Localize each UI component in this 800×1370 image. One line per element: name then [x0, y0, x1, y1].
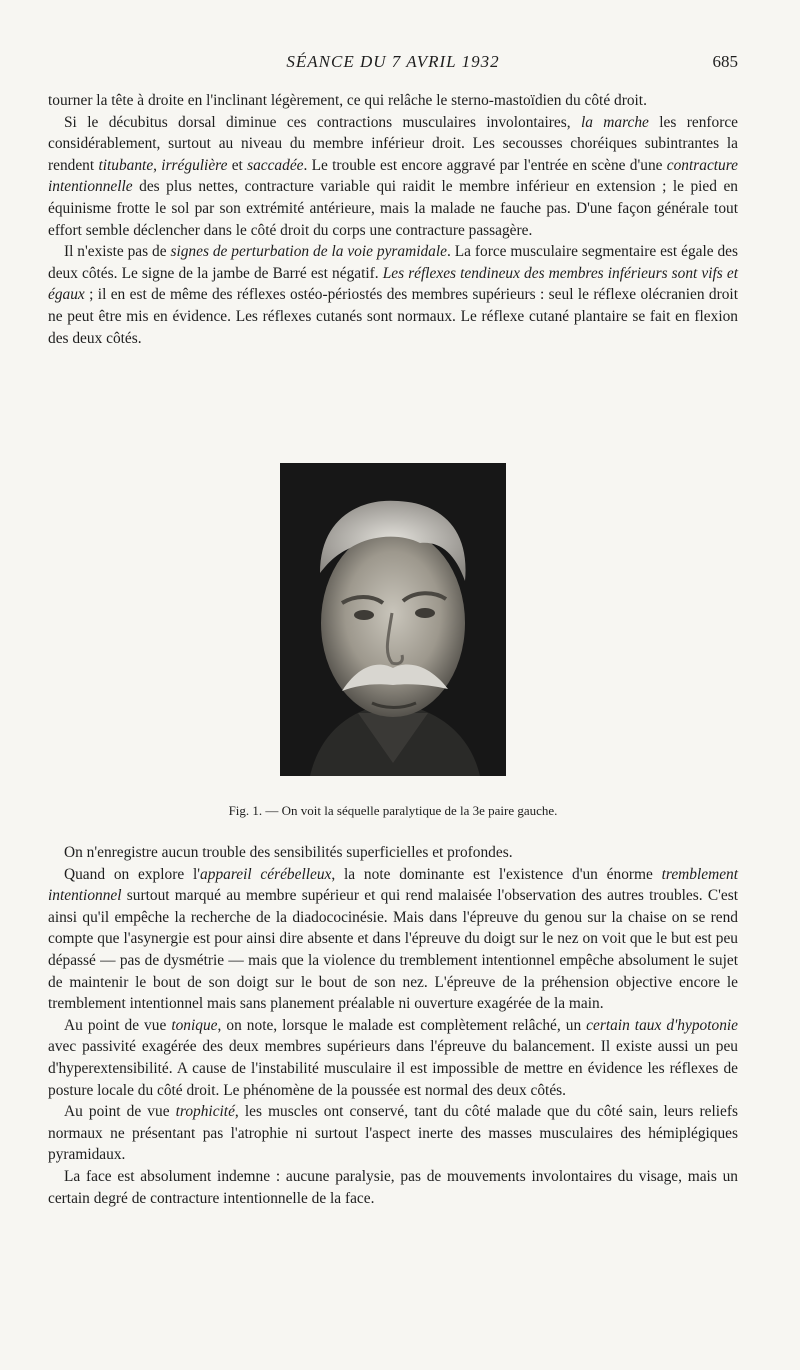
body-text-top: [48, 90, 738, 349]
paragraph-gait: Si le décubitus dorsal diminue ces contractions musculaires involontaires, la marche les renforce considérablement, surtout au niveau du membre inférieur droit. Les secousses choréiques subintrantes la rendent titubante, irrégulière et saccadée. Le trouble est encore aggravé par l'entrée en scène d'une contracture intentionnelle des plus nettes, contracture variable qui raidit le membre inférieur en extension ; le pied en équinisme frotte le sol par son extrémité antérieure, mais la malade ne fauche pas. D'une façon générale tout effort semble déclencher dans le côté droit du corps une contracture passagère.: [48, 113, 738, 239]
paragraph-sensibility: On n'enregistre aucun trouble des sensibilités superficielles et profondes.: [64, 844, 513, 861]
paragraph-cerebellar: Quand on explore l'appareil cérébelleux, la note dominante est l'existence d'un énorme tremblement intentionnel surtout marqué au membre supérieur et qui rend malaisée l'observation des autres troubles. C'est ainsi qu'il empêche la recherche de la diadococinésie. Mais dans l'épreuve du genou sur la chaise on se rend compte que l'asynergie est pour ainsi dire absente et dans l'épreuve du doigt sur le nez on voit que le but est peu dépassé — pas de dysmétrie — mais que la violence du tremblement intentionnel empêche absolument le sujet de maintenir le bout de son doigt sur le bout de son nez. L'épreuve de la préhension objective encore le tremblement intentionnel mais sans planement préalable ni ouverture exagérée de la main.: [48, 865, 738, 1013]
running-title: SÉANCE DU 7 AVRIL 1932: [286, 52, 500, 71]
paragraph-trophicity: Au point de vue trophicité, les muscles ont conservé, tant du côté malade que du côté sain, leurs reliefs normaux ne présentant pas l'atrophie ni surtout l'aspect inerte des masses musculaires des hémiplégiques pyramidaux.: [48, 1103, 738, 1164]
paragraph-pyramidal: Il n'existe pas de signes de perturbation de la voie pyramidale. La force musculaire segmentaire est égale des deux côtés. Le signe de la jambe de Barré est négatif. Les réflexes tendineux des membres inférieurs sont vifs et égaux ; il en est de même des réflexes ostéo-périostés des membres supérieurs : seul le réflexe olécranien droit ne peut être mis en évidence. Les réflexes cutanés sont normaux. Le réflexe cutané plantaire se fait en flexion des deux côtés.: [48, 243, 739, 347]
portrait-photograph: [280, 463, 506, 776]
body-text-bottom: [48, 842, 738, 1209]
paragraph-continuation: tourner la tête à droite en l'inclinant légèrement, ce qui relâche le sterno-mastoïdien du côté droit.: [48, 92, 647, 109]
page-number: 685: [712, 52, 738, 71]
figure-caption: Fig. 1. — On voit la séquelle paralytique de la 3e paire gauche.: [228, 803, 558, 818]
page-header: [48, 52, 738, 74]
paragraph-tonic: Au point de vue tonique, on note, lorsque le malade est complètement relâché, un certain taux d'hypotonie avec passivité exagérée des deux membres supérieurs dans l'épreuve du balancement. Il existe aussi un peu d'hyperextensibilité. A cause de l'instabilité musculaire il est impossible de mettre en évidence les réflexes de posture locale du côté droit. Le phénomène de la poussée est normal des deux côtés.: [48, 1016, 739, 1099]
portrait-image: [280, 463, 506, 776]
paragraph-face: La face est absolument indemne : aucune paralysie, pas de mouvements involontaires du visage, mais un certain degré de contracture intentionnelle de la face.: [48, 1167, 738, 1207]
